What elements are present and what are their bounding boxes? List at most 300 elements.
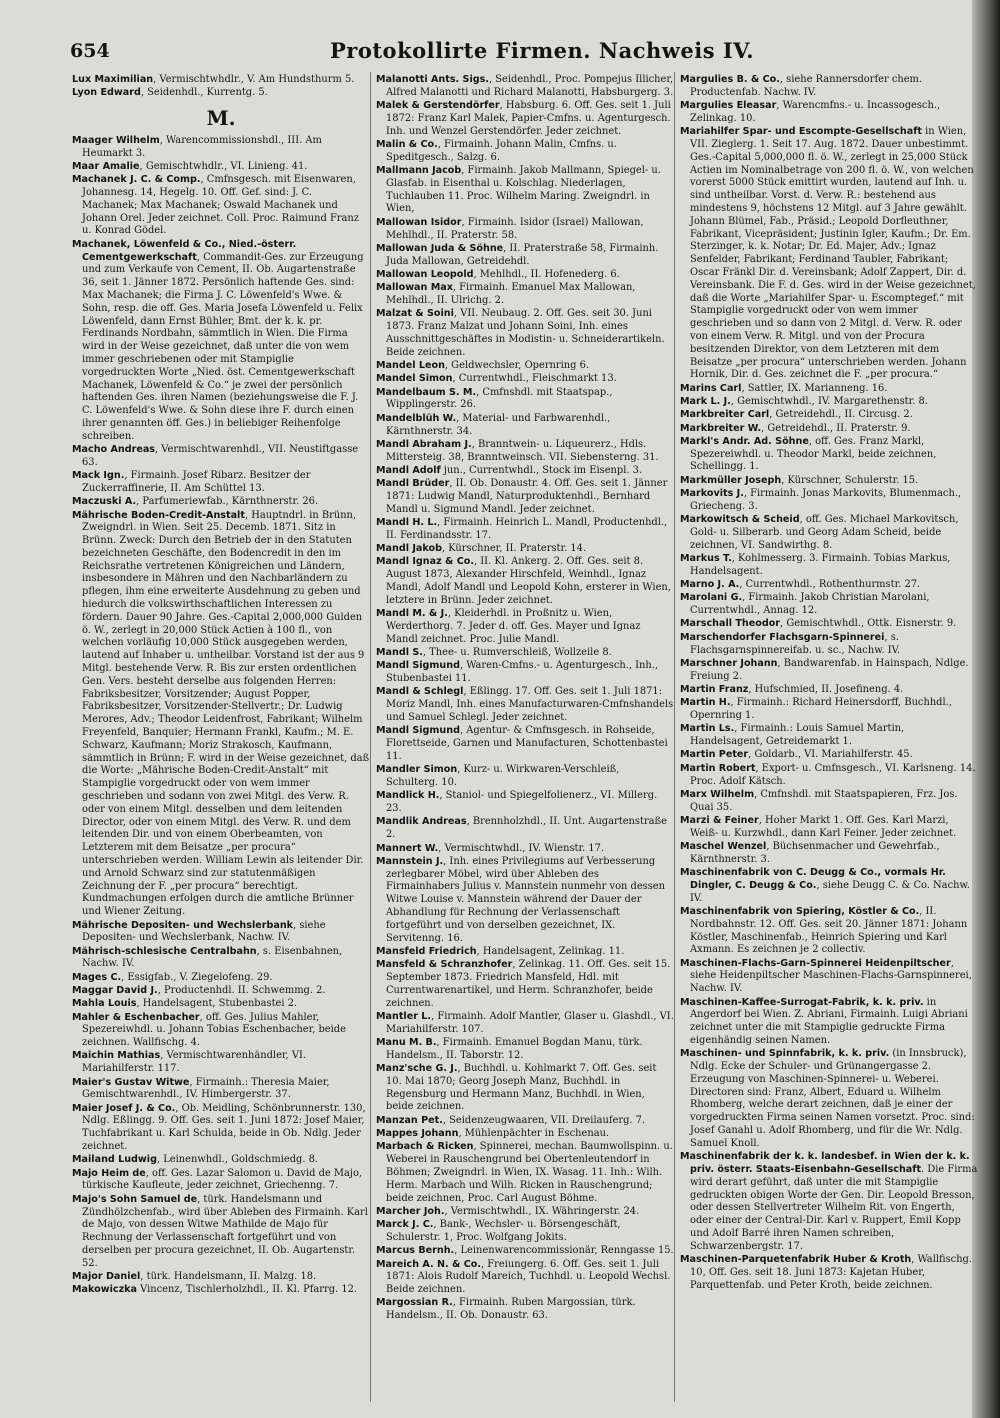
directory-entry — [376, 1219, 674, 1245]
entry-text: , Firmainh. Jakob Mallmann, Spiegel- u. Glasfab. in Eisenthal u. Kolschlag. Niederlagen, Tuchlauben 11. Proc. Wilhelm Maring. Zweigndrl. in Wien, — [386, 165, 661, 215]
firm-name: Manzan Pet. — [376, 1114, 443, 1126]
directory-entry — [680, 488, 978, 514]
entry-text: , Brennholzhdl., II. Unt. Augartenstraße 2. — [386, 816, 667, 841]
entry-text: , Freiungerg. 6. Off. Ges. seit 1. Juli 1871: Alois Rudolf Mareich, Tuchhdl. u. Leopold Wechsl. Beide zeichnen. — [386, 1258, 671, 1296]
entry-text: , türk. Handelsmann und Zündhölzchenfab., wird über Ableben des Firmainh. Karl de Majo, von dessen Witwe Mathilde de Majo für Rechnung der Verlassenschaft fortgeführt und von derselben per procura gezeichnet, II. Ob. Augartenstr. 52. — [82, 1193, 368, 1269]
entry-text: , Firmainh. Jakob Christian Marolani, Currentwhdl., Annag. 12. — [690, 592, 930, 617]
entry-text: , Seidenhdl., Proc. Pompejus Illicher, Alfred Malanotti und Richard Malanotti, Habsburgerg. 3. — [386, 74, 674, 98]
entry-text: , Kohlmesserg. 3. Firmainh. Tobias Markus, Handelsagent. — [690, 552, 951, 577]
entry-text: , off. Ges. Lazar Salomon u. David de Majo, türkische Kaufleute, jeder zeichnet, Griechenng. 7. — [82, 1167, 363, 1192]
directory-entry — [376, 1245, 674, 1258]
entry-text: , Mehlhdl., II. Hofenederg. 6. — [473, 268, 620, 280]
entry-text: in Wien, VII. Zieglerg. 1. Seit 17. Aug. 1872. Dauer unbestimmt. Ges.-Capital 5,000,000 fl. ö. W., zerlegt in 25,000 Stück Actien im Nominalbetrage von 200 fl. ö. W., von welchen vorerst 5000 Stück emittirt wurden, lautend auf Inh. u. sind untheilbar. Vorst. d. Verw. R.: bestehend aus mindestens 9, höchstens 12 Mitgl. auf 3 Jahre gewählt. Johann Blümel, Fab., Präsid.; Leopold Dorfleuthner, Fabrikant, Vicepräsident; Justinin Igler, Kaufm.; Dr. Em. Sterzinger, k. k. Notar; Dr. Ed. Majer, Adv.; Ignaz Senfelder, Fabrikant; Ferdinand Taubler, Fabrikant; Oscar Fränkl Dir. d. Vereinsbank; Adolf Zappert, Dir. d. Vereinsbank. Die F. d. Ges. wird in der Weise gezeichnet, daß die Worte „Mariahilfer Spar- u. Escomptegef.“ mit Stampiglie vorgedruckt oder von wem immer geschrieben und so dann von 2 Mitgl. d. Verw. R. oder von einem Verw. R. Mitgl. und von der Procura besitzenden Direktor, von dem Letzteren mit dem Beisatze „per procura“ unterschrieben werden. Johann Hornik, Dir. d. Ges. zeichnet die F. „per procura.“ — [690, 126, 976, 381]
directory-entry — [376, 1206, 674, 1219]
entry-text: , Firmainh. Jonas Markovits, Blumenmach., Griecheng. 3. — [690, 488, 962, 512]
firm-name: Mark L. J. — [680, 395, 731, 407]
directory-entry — [680, 409, 978, 422]
firm-name: Makowiczka — [72, 1284, 138, 1296]
firm-name: Mandl Sigmund — [376, 660, 460, 672]
directory-entry — [72, 1077, 370, 1103]
entry-text: , II. Kl. Ankerg. 2. Off. Ges. seit 8. August 1873, Alexander Hirschfeld, Weinhdl., Ignaz Mandl, Adolf Mandl und Leopold Kohn, ersterer in Wien, letztere in Brünn. Jeder zeichnet. — [386, 556, 671, 606]
firm-name: Maier's Gustav Witwe — [72, 1076, 190, 1088]
firm-name: Mandelblüh W. — [376, 412, 457, 424]
entry-text: , Eßlingg. 17. Off. Ges. seit 1. Juli 1871: Moriz Mandl, Inh. eines Manufacturwaren-Cmfnshandels und Samuel Schlegl. Jeder zeichnet. — [386, 686, 674, 724]
entry-text: , Vermischtwarenhdl., VII. Neustiftgasse 63. — [82, 444, 359, 468]
firm-name: Mahla Louis — [72, 998, 137, 1010]
directory-entry — [72, 972, 370, 985]
firm-name: Mandel Simon — [376, 373, 453, 385]
firm-name: Majo Heim de — [72, 1167, 146, 1179]
firm-name: Mannert W. — [376, 842, 439, 854]
entry-text: , Inh. eines Privilegiums auf Verbesserung zerlegbarer Möbel, wird über Ableben des Firmainhabers Julius v. Mannstein nunmehr von dessen Witwe Louise v. Mannstein während der Dauer der Abhandlung für Rechnung der Verlassenschaft fortgeführt und von derselben gezeichnet, IX. Servitenng. 16. — [386, 855, 666, 944]
entry-text: , Getreidehdl., II. Circusg. 2. — [769, 409, 913, 421]
firm-name: Maar Amalie — [72, 160, 140, 172]
directory-entry — [376, 556, 674, 607]
directory-entry — [72, 174, 370, 238]
firm-name: Mährisch-schlesische Centralbahn — [72, 945, 257, 957]
firm-name: Mantler L. — [376, 1010, 432, 1022]
firm-name: Mandler Simon — [376, 764, 458, 776]
entry-text: , Gemischtwhdlr., VI. Linieng. 41. — [139, 160, 308, 172]
firm-name: Maggar David J. — [72, 984, 158, 996]
firm-name: Mandlik Andreas — [376, 816, 467, 828]
firm-name: Mandelbaum S. M. — [376, 386, 477, 398]
entry-text: , Cmfnshdl. mit Staatspap., Wipplingerstr. 26. — [386, 386, 613, 411]
firm-name: Mareich A. N. & Co. — [376, 1258, 481, 1270]
firm-name: Mandl M. & J. — [376, 608, 448, 620]
entry-text: Vincenz, Tischlerholzhdl., II. Kl. Pfarrg. 12. — [137, 1284, 358, 1296]
entry-text: , Gemischtwhdl., Ottk. Eisnerstr. 9. — [780, 618, 957, 630]
directory-entry — [72, 998, 370, 1011]
entry-text: , Wallfischg. 10, Off. Ges. seit 18. Juni 1873: Kajetan Huber, Parquettenfab. und Peter Kroth, beide zeichnen. — [690, 1254, 973, 1291]
entry-text: , off. Ges. Michael Markovitsch, Gold- u. Silberarb. und Georg Adam Scheid, beide zeichnen, VI. Sandwirthg. 8. — [690, 514, 959, 551]
directory-entry — [376, 1011, 674, 1037]
directory-entry — [72, 161, 370, 174]
directory-entry — [376, 308, 674, 359]
entry-text: , Cmfnsgesch. mit Eisenwaren, Johannesg. 14, Hegelg. 10. Off. Gef. sind: J. C. Machanek; Max Machanek; Oswald Machanek und Johann Orel. Jeder zeichnet. Coll. Proc. Raimund Franz u. Konrad Gödel. — [82, 174, 359, 237]
firm-name: Marzi & Feiner — [680, 814, 759, 826]
entry-text: , Essigfab., V. Ziegelofeng. 29. — [121, 971, 273, 983]
directory-entry — [72, 444, 370, 470]
firm-name: Manu M. B. — [376, 1036, 437, 1048]
directory-entry — [376, 725, 674, 763]
entry-text: , Firmainh. Isidor (Israel) Mallowan, Mehlhdl., II. Praterstr. 58. — [386, 216, 644, 241]
firm-name: Martin Franz — [680, 683, 749, 695]
directory-entry — [680, 658, 978, 684]
firm-name: Mandl S. — [376, 647, 423, 659]
directory-entry — [680, 579, 978, 592]
entry-text: , s. Eisenbahnen, Nachw. IV. — [82, 945, 343, 970]
firm-name: Margulies Eleasar — [680, 100, 777, 112]
entry-text: , Commandit-Ges. zur Erzeugung und zum Verkaufe von Cement, II. Ob. Augartenstraße 36, seit 1. Jänner 1872. Persönlich haftende Ges. sind: Max Machanek; die Firma J. C. Löwenfeld's Wwe. & Sohn, resp. die off. Ges. Maria Josefa Löwenfeld u. Felix Löwenfeld, dann Ernst Bühler, Bmt. der k. k. pr. Ferdinands Nordbahn, sämmtlich in Wien. Die Firma wird in der Weise gezeichnet, daß unter die von wem immer geschriebenen oder mit Stampiglie vorgedruckten Worte „Nied. öst. Cementgewerkschaft Machanek, Löwenfeld & Co.“ je zwei der persönlich haftenden Ges. ihren Namen (beziehungsweise die F. J. C. Löwenfeld's Wwe. & Sohn diese ihre F. durch einen ihrer genannten öff. Ges.) in beliebiger Reihenfolge schreiben. — [82, 251, 364, 442]
entry-text: , VII. Neubaug. 2. Off. Ges. seit 30. Juni 1873. Franz Malzat und Johann Soini, Inh. eines Ausschnittgeschäftes in Modistin- u. Schneiderartikeln. Beide zeichnen. — [386, 308, 665, 358]
firm-name: Mailand Ludwig — [72, 1154, 157, 1166]
entry-text: (in Innsbruck), Ndlg. Ecke der Schuler- und Grünangergasse 2. Erzeugung von Maschinen-Spinnerei- u. Weberei. Directoren sind: Franz, Albert, Eduard u. Wilhelm Rhomberg, welche derart zeichnen, daß je einer der vorgedruckten Firma seinen Namen vorsetzt. Proc. sind: Josef Ganahl u. Adolf Rhomberg, und für die Wr. Ndlg. Samuel Knoll. — [690, 1048, 975, 1149]
firm-name: Martin Robert — [680, 762, 756, 774]
section-heading: M. — [206, 106, 236, 131]
directory-entry — [376, 269, 674, 282]
directory-entry — [680, 867, 978, 905]
entry-text: , Mühlenpächter in Eschenau. — [458, 1128, 610, 1140]
firm-name: Margossian R. — [376, 1297, 453, 1309]
directory-entry — [376, 517, 674, 543]
firm-name: Markowitsch & Scheid — [680, 514, 800, 526]
firm-name: Maschinen-Flachs-Garn-Spinnerei Heidenpiltscher — [680, 957, 951, 969]
entry-text: , Firmainh. Heinrich L. Mandl, Productenhdl., II. Ferdinandsstr. 17. — [386, 517, 668, 541]
directory-entry — [72, 920, 370, 946]
page-number: 654 — [70, 40, 110, 62]
directory-entry — [72, 496, 370, 509]
firm-name: Mallowan Max — [376, 282, 453, 294]
directory-entry — [376, 1141, 674, 1205]
firm-name: Marschall Theodor — [680, 618, 781, 630]
directory-entry — [680, 553, 978, 579]
entry-text: , Hauptndrl. in Brünn, Zweigndrl. in Wien. Seit 25. Decemb. 1871. Sitz in Brünn. Zweck: Durch den Betrieb der in den Statuten bezeichneten Geschäfte, den Bodencredit in den im Reichsrathe vertretenen Königreichen und Ländern, insbesondere in Mähren und den Nachbarländern zu pflegen, ihm eine erweiterte Ausdehnung zu geben und hiedurch die volkswirthschaftlichen Interessen zu fördern. Dauer 90 Jahre. Ges.-Capital 2,000,000 Gulden ö. W., zerlegt in 20,000 Stück Actien à 100 fl., von welchen vorläufig 10,000 Stück ausgegeben werden, lautend auf Inhaber u. untheilbar. Vorstand ist der aus 9 Mitgl. bestehende Verw. R. Bis zur ersten ordentlichen Gen. Vers. besteht derselbe aus folgenden Herren: Fabriksbesitzer, Vorsitzender; August Popper, Fabriksbesitzer, Vorsitzender-Stellvertr.; Dr. Ludwig Merores, Adv.; Theodor Leidenfrost, Fabrikant; Wilhelm Freyenfeld, Banquier; Hermann Frankl, Kaufm.; M. E. Schwarz, Kaufmann; Moriz Strakosch, Kaufmann, sämmtlich in Brünn; F. wird in der Weise gezeichnet, daß die Worte: „Mährische Boden-Credit-Anstalt“ mit Stampiglie vorgedruckt oder von wem immer geschrieben und sodann von zwei Mitgl. des Verw. R. oder von einem Mitgl. desselben und dem leitenden Director, oder von einem Mitgl. des Verw. R. und dem leitenden Dir. und von einem Oberbeamten, von Letzterem mit dem Beisatze „per procura“ unterschrieben werden. William Lewin als leitender Dir. und Arnold Schwarz sind zur statutenmäßigen Zeichnung der F. „per procura“ berechtigt. Kundmachungen erfolgen durch die amtliche Brünner und Wiener Zeitung. — [82, 509, 370, 918]
entry-text: , Firmainh. Ruben Margossian, türk. Handelsm., II. Ob. Donaustr. 63. — [386, 1297, 636, 1322]
directory-entry — [680, 100, 978, 126]
directory-entry — [376, 543, 674, 556]
firm-name: Marck J. C. — [376, 1219, 434, 1231]
directory-entry — [680, 958, 978, 996]
firm-name: Mahler & Eschenbacher — [72, 1011, 200, 1023]
entry-text: , siehe Deugg C. & Co. Nachw. IV. — [690, 879, 970, 904]
firm-name: Marcher Joh. — [376, 1205, 445, 1217]
firm-name: Mandel Leon — [376, 360, 445, 372]
directory-entry — [376, 647, 674, 660]
entry-text: , Productenhdl. II. Schwemmg. 2. — [157, 984, 326, 996]
entry-text: , Currentwhdl., Fleischmarkt 13. — [452, 373, 617, 385]
directory-entry — [72, 1194, 370, 1271]
entry-text: , Büchsenmacher und Gewehrfab., Kärnthnerstr. 3. — [690, 841, 940, 865]
directory-entry — [376, 373, 674, 386]
entry-text: , Goldarb., VI. Mariahilferstr. 45. — [748, 749, 913, 761]
directory-entry — [72, 470, 370, 496]
entry-text: , Hoher Markt 1. Off. Ges. Karl Marzi, Weiß- u. Kurzwhdl., dann Karl Feiner. Jeder zeichnet. — [690, 814, 957, 839]
directory-entry — [72, 1271, 370, 1284]
directory-entry — [376, 413, 674, 439]
directory-entry — [680, 396, 978, 409]
firm-name: Macho Andreas — [72, 444, 156, 456]
directory-entry — [680, 632, 978, 658]
directory-entry — [376, 74, 674, 100]
firm-name: Mappes Johann — [376, 1128, 459, 1140]
firm-name: Maschel Wenzel — [680, 841, 767, 853]
directory-entry — [680, 592, 978, 618]
firm-name: Maschinen-Parquetenfabrik Huber & Kroth — [680, 1254, 912, 1266]
firm-name: Marbach & Ricken — [376, 1141, 474, 1153]
entry-text: , Getreidehdl., II. Praterstr. 9. — [761, 422, 911, 434]
directory-entry — [72, 510, 370, 920]
entry-text: . Die Firma wird derart geführt, daß unter die mit Stampiglie gedruckten obigen Worte der Gen. Dir. Leopold Bresson, oder dessen Stellvertreter Wilhelm Rit. von Engerth, oder einer der Central-Dir. Karl v. Ruppert, Emil Kopp und Adolf Barré ihren Namen schreiben, Schwarzenbergstr. 17. — [690, 1163, 978, 1252]
directory-entry — [376, 1115, 674, 1128]
firm-name: Markovits J. — [680, 488, 744, 499]
directory-entry — [376, 660, 674, 686]
firm-name: Maier Josef J. & Co. — [72, 1102, 176, 1114]
directory-entry — [72, 239, 370, 444]
entry-text: , Warencmfns.- u. Incassogesch., Zelinkag. 10. — [690, 100, 941, 124]
directory-entry — [680, 789, 978, 815]
directory-entry — [376, 282, 674, 308]
directory-entry — [376, 946, 674, 959]
directory-entry — [72, 135, 370, 161]
firm-name: Marins Carl — [680, 382, 742, 394]
directory-entry — [72, 1284, 370, 1297]
firm-name: Mandl Ignaz & Co. — [376, 556, 474, 568]
entry-text: , Parfumeriewfab., Kärnthnerstr. 26. — [136, 496, 319, 508]
entry-text: , Warencommissionshdl., III. Am Heumarkt 3. — [82, 134, 322, 159]
entry-text: , Staniol- und Spiegelfolienerz., VI. Millerg. 23. — [386, 790, 658, 815]
firm-name: Mariahilfer Spar- und Escompte-Gesellschaft — [680, 126, 922, 138]
entry-text: , Cmfnshdl. mit Staatspapieren, Frz. Jos. Quai 35. — [690, 788, 958, 813]
firm-name: Maager Wilhelm — [72, 134, 160, 146]
directory-entry — [376, 478, 674, 516]
entry-text: , off. Ges. Julius Mahler, Spezereiwhdl. u. Johann Tobias Eschenbacher, beide zeichnen. Wallfischg. 4. — [82, 1011, 346, 1049]
firm-name: Markmüller Joseph — [680, 474, 782, 486]
entry-text: , Vermischtwhdl., IV. Wienstr. 17. — [438, 842, 605, 854]
firm-name: Marx Wilhelm — [680, 788, 755, 800]
entry-text: , Sattler, IX. Marianneng. 16. — [741, 382, 888, 394]
directory-entry — [680, 436, 978, 474]
firm-name: Maschinenfabrik von Spiering, Köstler & Co. — [680, 906, 920, 917]
firm-name: Mandl Sigmund — [376, 725, 460, 737]
firm-name: Mandl Brüder — [376, 478, 450, 490]
entry-text: , Vermischtwhdl., IX. Währingerstr. 24. — [444, 1205, 640, 1217]
column-divider — [370, 72, 371, 1402]
directory-entry — [680, 475, 978, 488]
firm-name: Mannstein J. — [376, 855, 444, 867]
entry-text: in Angerdorf bei Wien. Z. Abriani, Firmainh. Luigi Abriani zeichnet unter die mit Stampiglie gedruckte Firma eigenhändig seinen Namen. — [690, 996, 968, 1046]
firm-name: Mack Ign. — [72, 470, 125, 482]
directory-entry — [376, 816, 674, 842]
entry-text: , II. Ob. Donaustr. 4. Off. Ges. seit 1. Jänner 1871: Ludwig Mandl, Naturproduktenhdl., Bernhard Mandl u. Sigmund Mandl. Jeder zeichnet. — [386, 478, 668, 515]
entry-text: , siehe Heidenpiltscher Maschinen-Flachs-Garnspinnerei, Nachw. IV. — [690, 957, 972, 995]
firm-name: Mandl Adolf — [376, 464, 441, 476]
firm-name: Malek & Gerstendörfer — [376, 100, 500, 112]
directory-entry — [376, 790, 674, 816]
entry-text: , Kurz- u. Wirkwaren-Verschleiß, Schulterg. 10. — [386, 764, 620, 789]
directory-entry — [680, 815, 978, 841]
directory-entry — [680, 749, 978, 762]
directory-entry — [376, 1063, 674, 1114]
entry-text: , Kürschner, II. Praterstr. 14. — [441, 543, 587, 555]
firm-name: Mandlick H. — [376, 790, 440, 802]
entry-text: , II. Nordbahnstr. 12. Off. Ges. seit 20. Jänner 1871: Johann Köstler, Maschinenfab., Heinrich Spiering und Karl Axmann. Es zeichnen je 2 collectiv. — [690, 906, 968, 956]
directory-entry — [72, 1012, 370, 1050]
entry-text: , Waren-Cmfns.- u. Agenturgesch., Inh., Stubenbastei 11. — [386, 660, 659, 685]
directory-entry — [72, 946, 370, 972]
entry-text: , Firmainh. Johann Malin, Cmfns. u. Speditgesch., Salzg. 6. — [386, 138, 617, 163]
directory-entry — [376, 217, 674, 243]
firm-name: Margulies B. & Co. — [680, 74, 780, 85]
directory-entry — [680, 1254, 978, 1292]
entry-text: , Buchhdl. u. Kohlmarkt 7. Off. Ges. seit 10. Mai 1870; Georg Joseph Manz, Buchhdl. in Regensburg und Hermann Manz, Buchhdl. in Wien, beide zeichnen. — [386, 1063, 657, 1113]
directory-entry — [376, 360, 674, 373]
column-1 — [72, 74, 370, 1298]
directory-entry — [680, 763, 978, 789]
column-divider — [674, 72, 675, 1402]
entry-text: jun., Currentwhdl., Stock im Eisenpl. 3. — [440, 464, 643, 476]
firm-name: Malzat & Soini — [376, 308, 454, 320]
firm-name: Mandl Abraham J. — [376, 438, 472, 450]
directory-entry — [376, 959, 674, 1010]
firm-name: Maschinenfabrik der k. k. landesbef. in Wien der k. k. priv. österr. Staats-Eisenbahn-Gesellschaft — [680, 1151, 970, 1175]
directory-entry — [680, 618, 978, 631]
entry-text: , Leinenwhdl., Goldschmiedg. 8. — [156, 1154, 319, 1166]
firm-name: Mages C. — [72, 971, 122, 983]
entry-text: , Bandwarenfab. in Hainspach, Ndlge. Freiung 2. — [690, 657, 969, 682]
firm-name: Malin & Co. — [376, 138, 438, 150]
entry-text: , Spinnerei, mechan. Baumwollspinn. u. Weberei in Rauschengrund bei Obertenleutendorf in Böhmen; Zweigndrl. in Wien, IX. Wasag. 11. Inh.: Wilh. Herm. Marbach und Wilh. Ricken in Rauschengrund; beide zeichnen, Proc. Carl August Böhme. — [386, 1141, 673, 1204]
entry-text: , Geldwechsler, Opernring 6. — [444, 360, 590, 372]
firm-name: Majo's Sohn Samuel de — [72, 1193, 198, 1205]
entry-text: , Kürschner, Schulerstr. 15. — [781, 474, 919, 486]
entry-text: , Gemischtwhdl., IV. Margarethenstr. 8. — [730, 395, 928, 407]
directory-entry — [376, 243, 674, 269]
firm-name: Marschner Johann — [680, 657, 778, 669]
firm-name: Maichin Mathias — [72, 1050, 161, 1062]
firm-name: Maschinenfabrik von C. Deugg & Co., vormals Hr. Dingler, C. Deugg & Co. — [680, 867, 946, 891]
entry-text: , Hufschmied, II. Josefineng. 4. — [748, 683, 904, 695]
entry-text: , Agentur- & Cmfnsgesch. in Rohseide, Florettseide, Garnen und Manufacturen, Schottenbastei 11. — [386, 725, 668, 762]
entry-text: , Zelinkag. 11. Off. Ges. seit 15. September 1873. Friedrich Mansfeld, Hdl. mit Currentwarenartikel, und Herm. Schranzhofer, beide zeichnen. — [386, 959, 671, 1009]
firm-name: Malanotti Ants. Sigs. — [376, 74, 489, 85]
directory-entry — [680, 423, 978, 436]
entry-text: , Seidenzeugwaaren, VII. Dreilauferg. 7. — [442, 1114, 646, 1126]
directory-entry — [376, 1259, 674, 1297]
directory-entry — [376, 387, 674, 413]
firm-name: Maschinen- und Spinnfabrik, k. k. priv. — [680, 1048, 890, 1060]
firm-name: Mährische Boden-Credit-Anstalt — [72, 509, 245, 521]
firm-name: Martin Peter — [680, 749, 749, 761]
directory-entry — [376, 439, 674, 465]
column-3 — [680, 74, 978, 1293]
entry-text: , Bank-, Wechsler- u. Börsengeschäft, Schulerstr. 1, Proc. Wolfgang Jokits. — [386, 1219, 621, 1243]
entry-text: , Firmainh.: Theresia Maier, Gemischtwarenhdl., IV. Himbergerstr. 37. — [82, 1076, 330, 1101]
entry-text: , Firmainh. Adolf Mantler, Glaser u. Glashdl., VI. Mariahilferstr. 107. — [386, 1010, 674, 1035]
entry-text: , Seidenhdl., Kurrentg. 5. — [140, 87, 268, 99]
entry-text: , Material- und Farbwarenhdl., Kärnthnerstr. 34. — [386, 412, 611, 437]
firm-name: Martin Ls. — [680, 723, 735, 735]
firm-name: Markl's Andr. Ad. Söhne — [680, 435, 809, 447]
firm-name: Lyon Edward — [72, 87, 141, 99]
firm-name: Markbreiter W. — [680, 422, 762, 434]
directory-entry — [72, 1154, 370, 1167]
directory-entry — [680, 383, 978, 396]
entry-text: , Firmainh. Emanuel Max Mallowan, Mehlhdl., II. Ulrichg. 2. — [386, 282, 636, 307]
firm-name: Markus T. — [680, 552, 732, 564]
directory-entry — [680, 697, 978, 723]
entry-text: , siehe Rannersdorfer chem. Productenfab. Nachw. IV. — [690, 74, 923, 98]
entry-text: , Firmainh.: Richard Heinersdorff, Buchhdl., Opernring 1. — [690, 697, 952, 722]
directory-entry — [680, 684, 978, 697]
firm-name: Lux Maximilian — [72, 74, 154, 85]
directory-entry — [72, 1168, 370, 1194]
firm-name: Major Daniel — [72, 1271, 141, 1283]
firm-name: Mansfeld Friedrich — [376, 945, 477, 957]
directory-entry — [680, 723, 978, 749]
firm-name: Manz'sche G. J. — [376, 1063, 458, 1075]
directory-entry — [376, 856, 674, 946]
firm-name: Mallowan Isidor — [376, 216, 462, 228]
directory-entry — [680, 74, 978, 100]
directory-entry — [72, 985, 370, 998]
firm-name: Marschendorfer Flachsgarn-Spinnerei — [680, 631, 885, 643]
firm-name: Mallowan Leopold — [376, 268, 474, 280]
entry-text: , Kleiderhdl. in Proßnitz u. Wien, Werderthorg. 7. Jeder d. off. Ges. Mayer und Ignaz Mandl zeichnet. Proc. Julie Mandl. — [386, 608, 641, 645]
firm-name: Maschinen-Kaffee-Surrogat-Fabrik, k. k. priv. — [680, 996, 924, 1008]
firm-name: Martin H. — [680, 697, 731, 709]
firm-name: Marolani G. — [680, 592, 743, 604]
firm-name: Mansfeld & Schranzhofer — [376, 959, 513, 971]
entry-text: , siehe Depositen- und Wechslerbank, Nachw. IV. — [82, 919, 326, 944]
directory-entry — [72, 74, 370, 87]
directory-entry — [680, 126, 978, 382]
directory-entry — [680, 514, 978, 552]
entry-text: , Currentwhdl., Rothenthurmstr. 27. — [739, 579, 921, 591]
firm-name: Mallmann Jacob — [376, 165, 462, 177]
entry-text: , Habsburg. 6. Off. Ges. seit 1. Juli 1872: Franz Karl Malek, Papier-Cmfns. u. Agenturgesch. Inh. und Wenzel Gerstendörfer. Jeder zeichnet. — [386, 100, 671, 137]
entry-text: , Vermischtwhdlr., V. Am Hundsthurm 5. — [153, 74, 355, 85]
directory-entry — [376, 764, 674, 790]
directory-entry — [680, 997, 978, 1048]
entry-text: , Thee- u. Rumverschleiß, Wollzeile 8. — [422, 647, 612, 659]
directory-entry — [376, 1297, 674, 1323]
entry-text: , Handelsagent, Stubenbastei 2. — [136, 998, 298, 1010]
firm-name: Mallowan Juda & Söhne — [376, 242, 504, 254]
entry-text: , türk. Handelsmann, II. Malzg. 18. — [140, 1271, 317, 1283]
directory-entry — [72, 1050, 370, 1076]
entry-text: , Export- u. Cmfnsgesch., VI. Karlsneng. 14. Proc. Adolf Kätsch. — [690, 762, 976, 787]
directory-entry — [72, 87, 370, 100]
entry-text: , Ob. Meidling, Schönbrunnerstr. 130, Ndlg. Eßlingg. 9. Off. Ges. seit 1. Juni 1872: Josef Maier, Tuchfabrikant u. Karl Schulda, beide in Ob. Ndlg. Jeder zeichnet. — [82, 1102, 366, 1153]
entry-text: , Firmainh. Josef Ribarz. Besitzer der Zuckerraffinerie, II. Am Schüttel 13. — [82, 470, 311, 494]
directory-entry — [376, 1128, 674, 1141]
firm-name: Mandl & Schlegl — [376, 686, 464, 698]
directory-entry — [72, 1103, 370, 1154]
entry-text: , off. Ges. Franz Markl, Spezereiwhdl. u. Theodor Markl, beide zeichnen, Schellingg. 1. — [690, 435, 937, 473]
entry-text: , Leinenwarencommissionär, Renngasse 15. — [454, 1245, 674, 1257]
directory-entry — [376, 1037, 674, 1063]
column-2 — [376, 74, 674, 1324]
firm-name: Maczuski A. — [72, 496, 137, 508]
entry-text: , Firmainh. Emanuel Bogdan Manu, türk. Handelsm., II. Taborstr. 12. — [386, 1036, 643, 1061]
firm-name: Mandl H. L. — [376, 517, 438, 529]
firm-name: Marcus Bernh. — [376, 1245, 455, 1257]
firm-name: Markbreiter Carl — [680, 409, 770, 421]
firm-name: Machanek, Löwenfeld & Co., Nied.-österr. Cementgewerkschaft — [72, 238, 297, 263]
firm-name: Marno J. A. — [680, 579, 740, 591]
directory-entry — [376, 139, 674, 165]
directory-entry — [680, 1048, 978, 1150]
entry-text: , Handelsagent, Zelinkag. 11. — [476, 945, 625, 957]
firm-name: Mandl Jakob — [376, 543, 442, 555]
directory-entry — [376, 465, 674, 478]
directory-entry — [680, 841, 978, 867]
entry-text: , Firmainh.: Louis Samuel Martin, Handelsagent, Getreidemarkt 1. — [690, 723, 905, 748]
firm-name: Mährische Depositen- und Wechslerbank — [72, 919, 294, 931]
entry-text: , Branntwein- u. Liqueurerz., Hdls. Mittersteig. 38, Branntweinsch. VII. Siebensterng. 31. — [386, 438, 659, 463]
directory-entry — [376, 165, 674, 216]
entry-text: , s. Flachsgarnspinnereifab. u. sc., Nachw. IV. — [690, 631, 901, 656]
directory-entry — [680, 906, 978, 957]
entry-text: , Vermischtwarenhändler, VI. Mariahilferstr. 117. — [82, 1050, 306, 1075]
page-header: Protokollirte Firmen. Nachweis IV. — [330, 38, 755, 63]
entry-text: , II. Praterstraße 58, Firmainh. Juda Mallowan, Getreidehdl. — [386, 242, 659, 267]
directory-entry — [376, 608, 674, 646]
directory-entry — [680, 1151, 978, 1253]
directory-entry — [376, 843, 674, 856]
directory-entry — [376, 686, 674, 724]
